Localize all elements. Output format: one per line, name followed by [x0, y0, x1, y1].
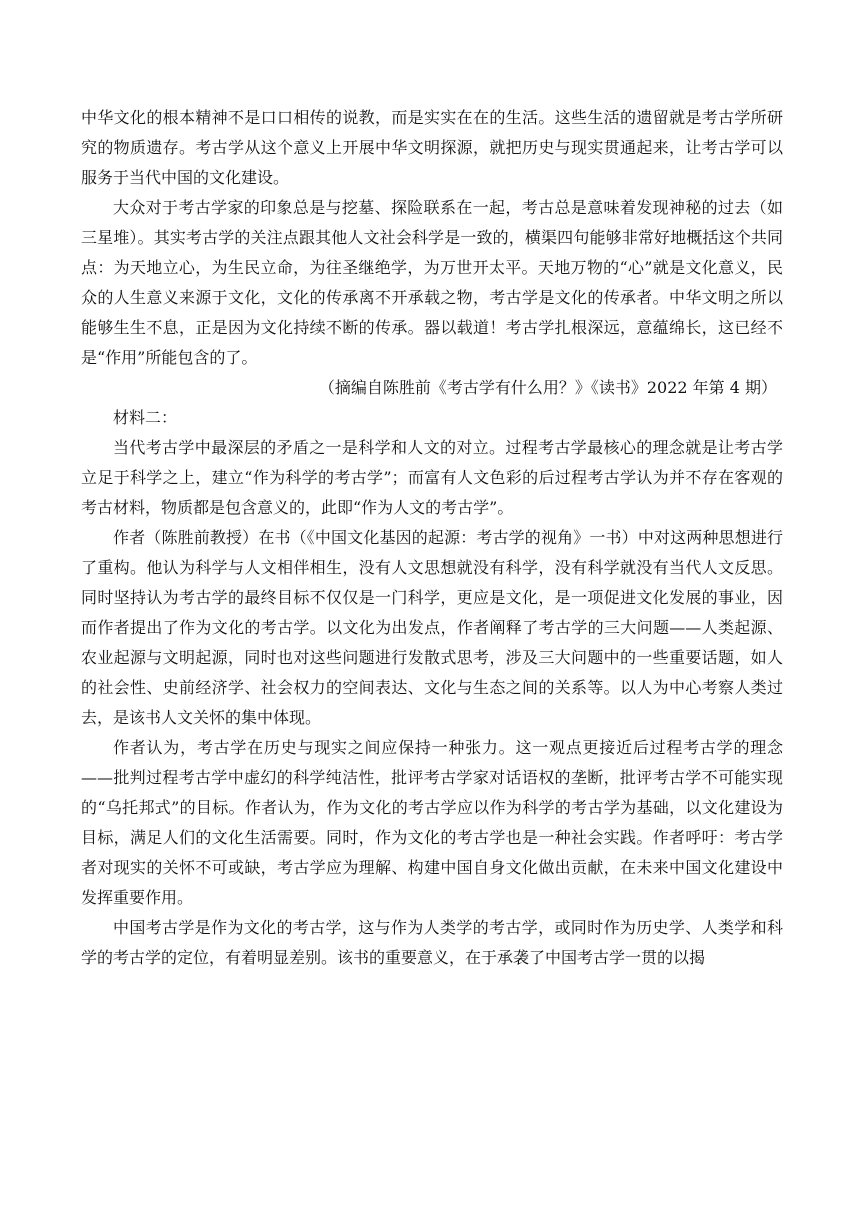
- paragraph-6: 中国考古学是作为文化的考古学，这与作为人类学的考古学，或同时作为历史学、人类学和科学的考古学的定位，有着明显差别。该书的重要意义，在于承袭了中国考古学一贯的以揭: [81, 918, 783, 967]
- document-page: [81, 103, 783, 973]
- paragraph-4: 作者（陈胜前教授）在书（《中国文化基因的起源：考古学的视角》一书）中对这两种思想进行了重构。他认为科学与人文相伴相生，没有人文思想就没有科学，没有科学就没有当代人文反思。同时坚持认为考古学的最终目标不仅仅是一门科学，更应是文化，是一项促进文化发展的事业，因而作者提出了作为文化的考古学。以文化为出发点，作者阐释了考古学的三大问题——人类起源、农业起源与文明起源，同时也对这些问题进行发散式思考，涉及三大问题中的一些重要话题，如人的社会性、史前经济学、社会权力的空间表达、文化与生态之间的关系等。以人为中心考察人类过去，是该书人文关怀的集中体现。: [81, 528, 783, 727]
- paragraph-3: 当代考古学中最深层的矛盾之一是科学和人文的对立。过程考古学最核心的理念就是让考古学立足于科学之上，建立“作为科学的考古学”；而富有人文色彩的后过程考古学认为并不存在客观的考古材料，物质都是包含意义的，此即“作为人文的考古学”。: [81, 438, 783, 517]
- material-label: 材料二：: [113, 408, 178, 427]
- source-citation: （摘编自陈胜前《考古学有什么用？》《读书》2022 年第 4 期）: [318, 378, 777, 397]
- paragraph-5: 作者认为，考古学在历史与现实之间应保持一种张力。这一观点更接近后过程考古学的理念——批判过程考古学中虚幻的科学纯洁性，批评考古学家对话语权的垄断，批评考古学不可能实现的“乌托邦式”的目标。作者认为，作为文化的考古学应以作为科学的考古学为基础，以文化建设为目标，满足人们的文化生活需要。同时，作为文化的考古学也是一种社会实践。作者呼吁：考古学者对现实的关怀不可或缺，考古学应为理解、构建中国自身文化做出贡献，在未来中国文化建设中发挥重要作用。: [81, 738, 783, 907]
- paragraph-2: 大众对于考古学家的印象总是与挖墓、探险联系在一起，考古总是意味着发现神秘的过去（如三星堆）。其实考古学的关注点跟其他人文社会科学是一致的，横渠四句能够非常好地概括这个共同点：为天地立心，为生民立命，为往圣继绝学，为万世开太平。天地万物的“心”就是文化意义，民众的人生意义来源于文化，文化的传承离不开承载之物，考古学是文化的传承者。中华文明之所以能够生生不息，正是因为文化持续不断的传承。器以载道！考古学扎根深远，意蕴绵长，这已经不是“作用”所能包含的了。: [81, 198, 783, 367]
- paragraph-1: 中华文化的根本精神不是口口相传的说教，而是实实在在的生活。这些生活的遗留就是考古学所研究的物质遗存。考古学从这个意义上开展中华文明探源，就把历史与现实贯通起来，让考古学可以服务于当代中国的文化建设。: [81, 108, 783, 187]
